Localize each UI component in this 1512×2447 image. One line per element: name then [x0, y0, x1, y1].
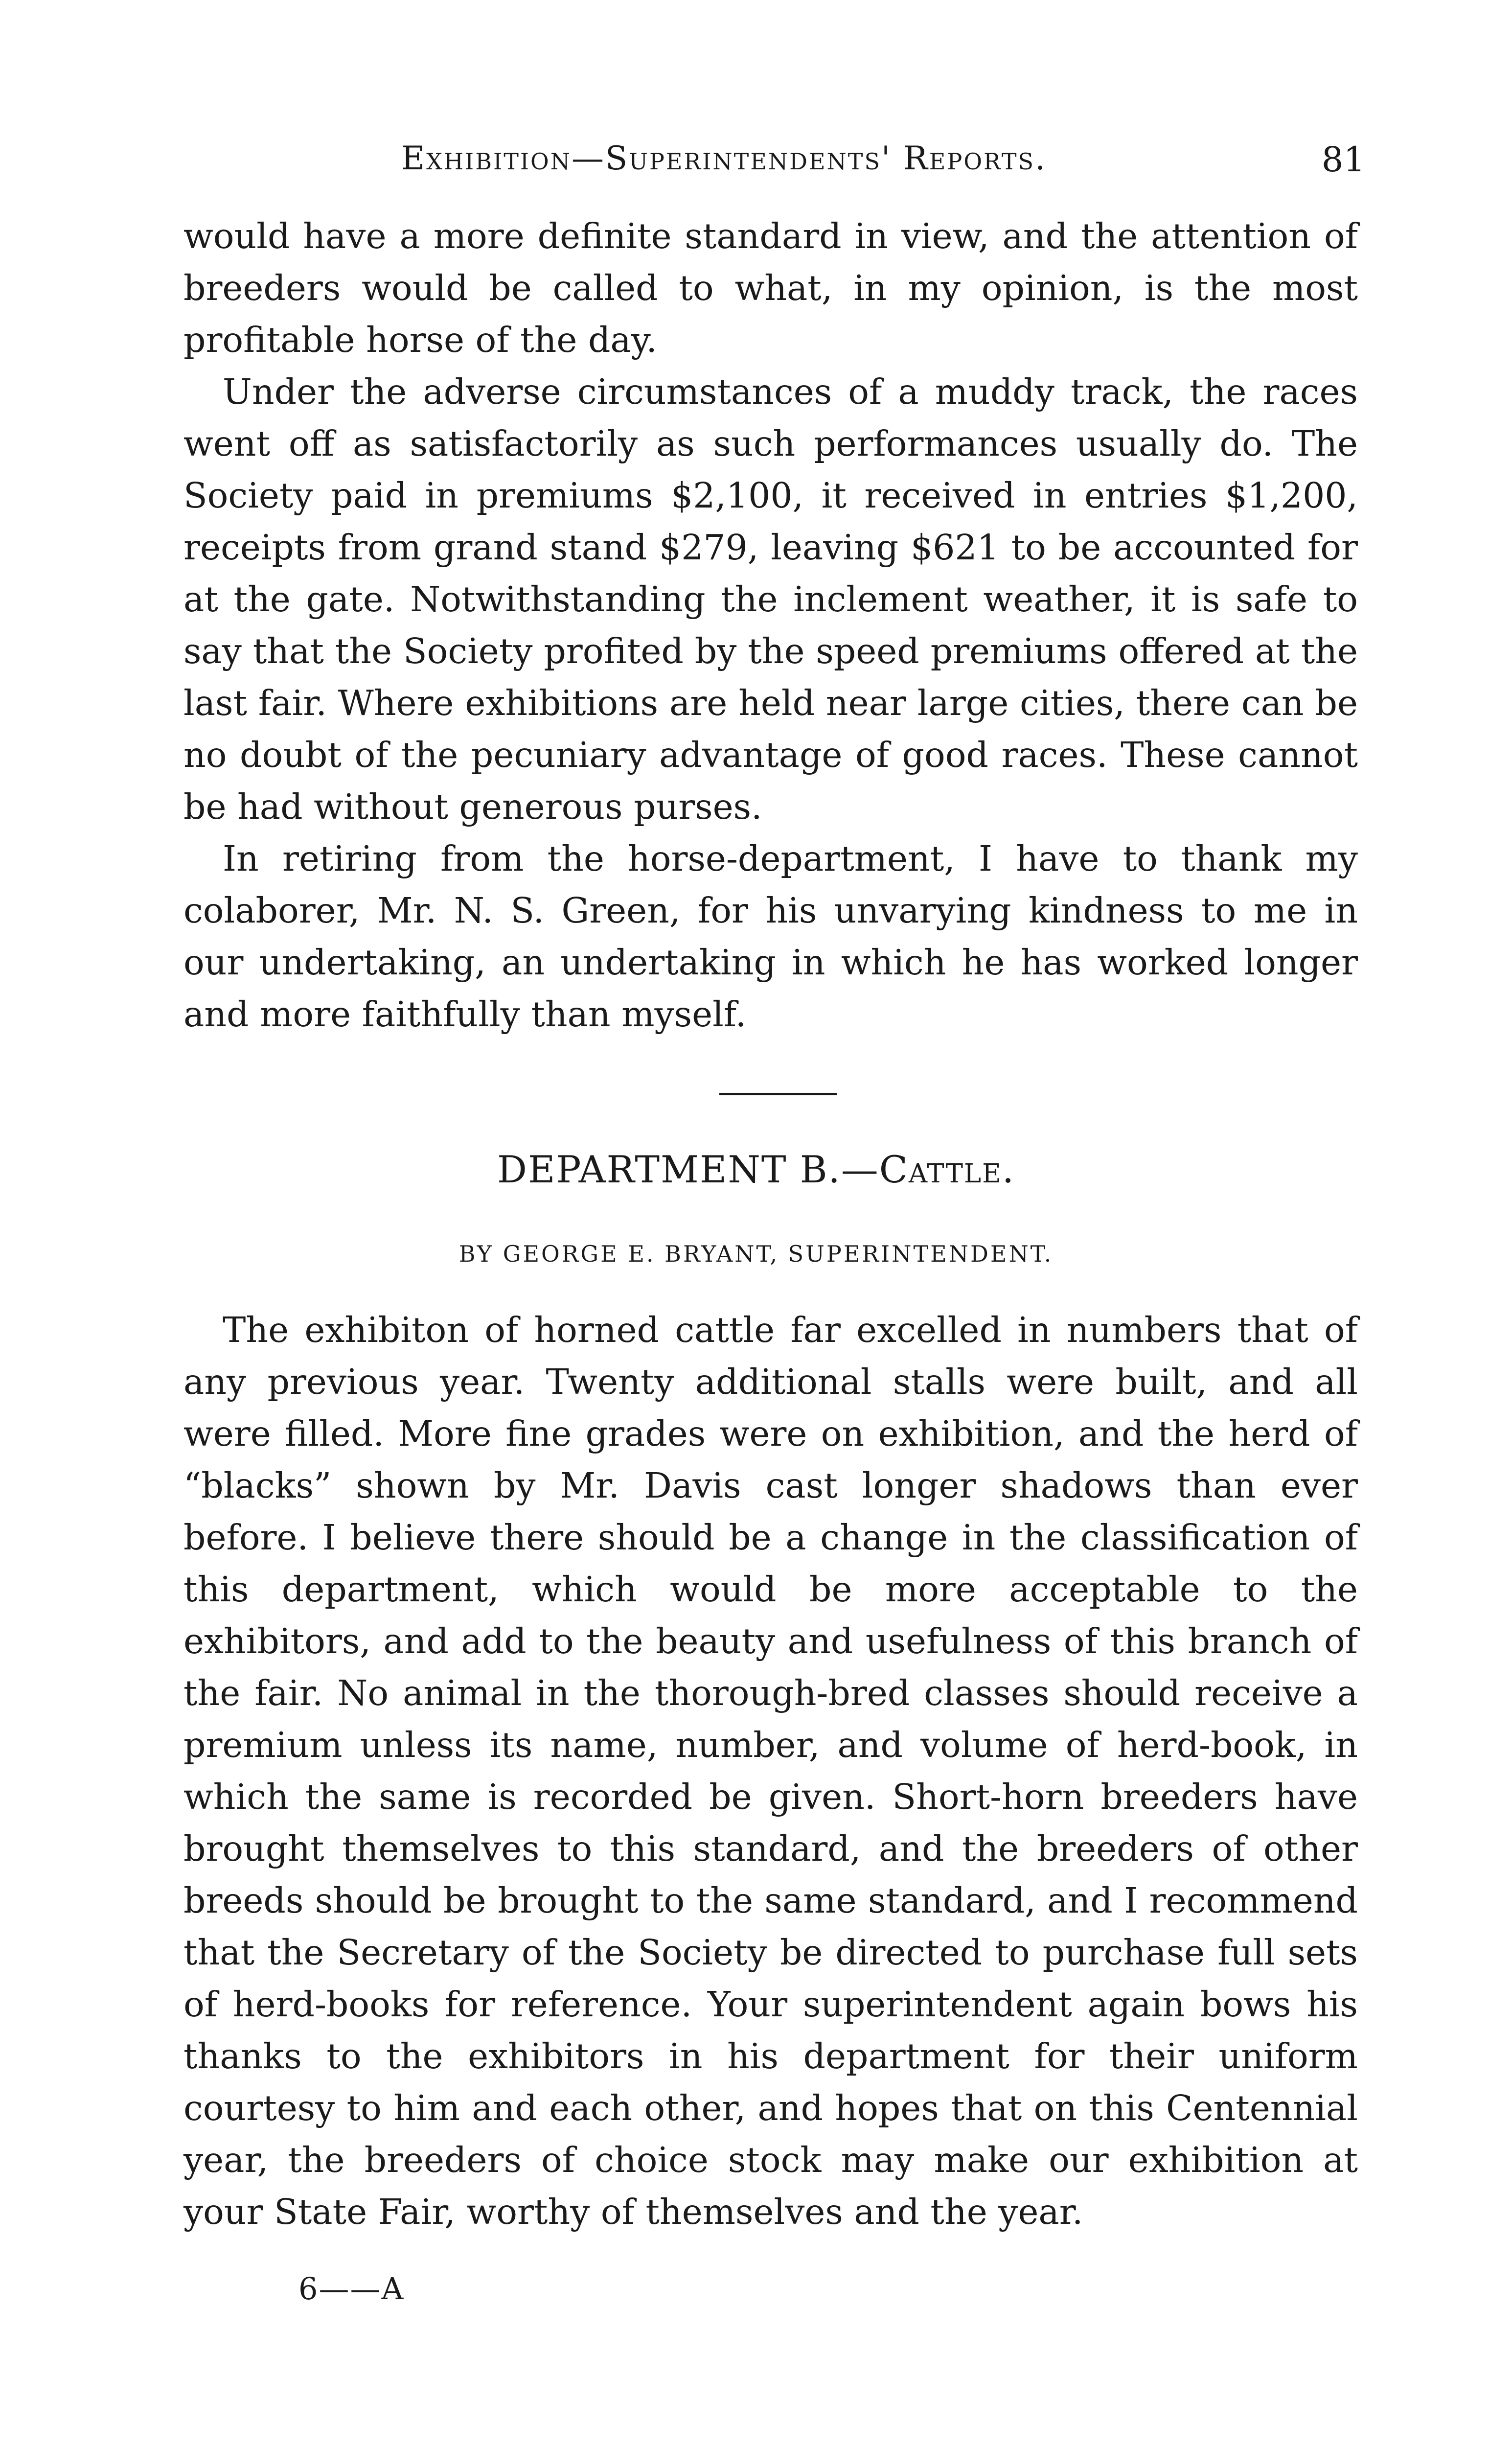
horse-report-text [183, 210, 1358, 1040]
running-title: Exhibition—Superintendents' Reports. [401, 139, 1047, 177]
department-heading [0, 1148, 1512, 1191]
page-number: 81 [1321, 139, 1365, 180]
paragraph: In retiring from the horse-department, I have to thank my colaborer, Mr. N. S. Green, for his unvarying kindness to me in our undertaking, an undertaking in which he has worked longer and more faithfully than myself. [183, 838, 1358, 1035]
paragraph: Under the adverse circumstances of a muddy track, the races went off as satisfactorily as such performances usually do. The Society paid in premiums $2,100, it received in entries $1,200, receipts from grand stand $279, leaving $621 to be accounted for at the gate. Notwithstanding the inclement weather, it is safe to say that the Society profited by the speed premiums offered at the last fair. Where exhibitions are held near large cities, there can be no doubt of the pecuniary advantage of good races. These cannot be had without generous purses. [183, 371, 1358, 827]
paragraph: The exhibiton of horned cattle far excelled in numbers that of any previous year. Twenty additional stalls were built, and all were filled. More fine grades were on exhibition, and the herd of “blacks” shown by Mr. Davis cast longer shadows than ever before. I believe there should be a change in the classification of this department, which would be more acceptable to the exhibitors, and add to the beauty and usefulness of this branch of the fair. No animal in the thorough-bred classes should receive a premium unless its name, number, and volume of herd-book, in which the same is recorded be given. Short-horn breeders have brought themselves to this standard, and the breeders of other breeds should be brought to the same standard, and I recommend that the Secretary of the Society be directed to purchase full sets of herd-books for reference. Your superintendent again bows his thanks to the exhibitors in his department for their uniform courtesy to him and each other, and hopes that on this Centennial year, the breeders of choice stock may make our exhibition at your State Fair, worthy of themselves and the year. [183, 1310, 1358, 2232]
cattle-report-text [183, 1304, 1358, 2238]
section-divider [719, 1093, 837, 1095]
paragraph: would have a more definite standard in view, and the attention of breeders would be called to what, in my opinion, is the most profitable horse of the day. [183, 216, 1358, 360]
department-heading-sub: Cattle. [879, 1148, 1015, 1191]
signature-mark: 6——A [298, 2271, 405, 2307]
department-heading-main: DEPARTMENT B.— [497, 1148, 879, 1191]
running-head [181, 139, 1365, 193]
department-byline: BY GEORGE E. BRYANT, SUPERINTENDENT. [458, 1241, 1054, 1267]
